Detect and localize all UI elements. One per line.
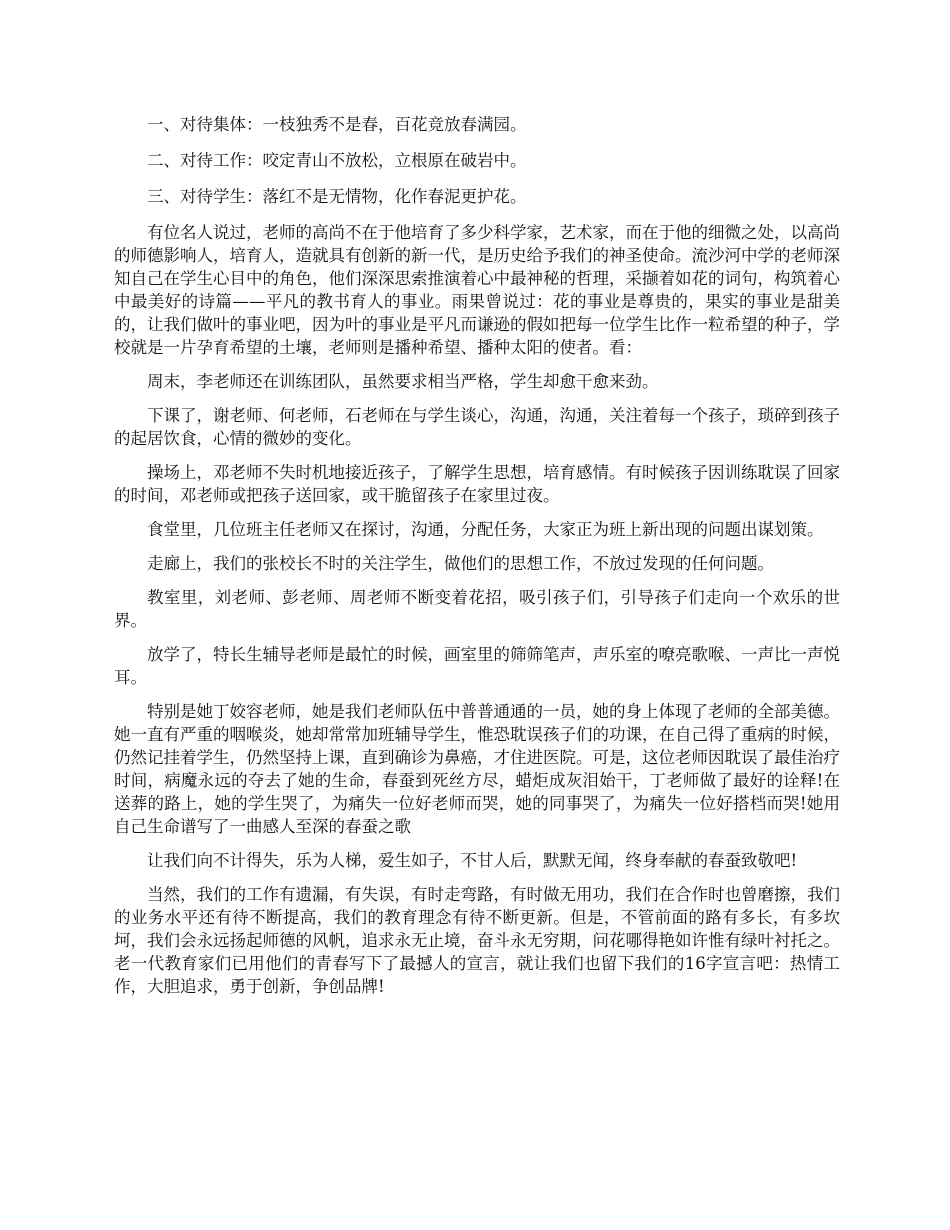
paragraph-after-class: 下课了，谢老师、何老师，石老师在与学生谈心，沟通，沟通，关注着每一个孩子，琐碎到孩子的起居饮食，心情的微妙的变化。 bbox=[114, 406, 840, 448]
paragraph-playground: 操场上，邓老师不失时机地接近孩子，了解学生思想，培育感情。有时候孩子因训练耽误了回家的时间，邓老师或把孩子送回家，或干脆留孩子在家里过夜。 bbox=[114, 463, 840, 505]
paragraph-after-school: 放学了，特长生辅导老师是最忙的时候，画室里的筛筛笔声，声乐室的嘹亮歌喉、一声比一声悦耳。 bbox=[114, 645, 840, 687]
paragraph-corridor: 走廊上，我们的张校长不时的关注学生，做他们的思想工作，不放过发现的任何问题。 bbox=[147, 554, 774, 573]
paragraph-intro: 有位名人说过，老师的高尚不在于他培育了多少科学家，艺术家，而在于他的细微之处，以高尚的师德影响人，培育人，造就具有创新的新一代，是历史给予我们的神圣使命。流沙河中学的老师深知自己在学生心目中的角色，他们深深思索推演着心中最神秘的哲理，采撷着如花的词句，构筑着心中最美好的诗篇——平凡的教书育人的事业。雨果曾说过：花的事业是尊贵的，果实的事业是甜美的，让我们做叶的事业吧，因为叶的事业是平凡而谦逊的假如把每一位学生比作一粒希望的种子，学校就是一片孕育希望的土壤，老师则是播种希望、播种太阳的使者。看： bbox=[114, 223, 840, 357]
principle-students: 三、对待学生：落红不是无情物，化作春泥更护花。 bbox=[147, 187, 527, 206]
paragraph-canteen: 食堂里，几位班主任老师又在探讨，沟通，分配任务，大家正为班上新出现的问题出谋划策。 bbox=[147, 520, 824, 539]
principle-collective: 一、对待集体：一枝独秀不是春，百花竞放春满园。 bbox=[147, 115, 527, 134]
principle-work: 二、对待工作：咬定青山不放松，立根原在破岩中。 bbox=[147, 151, 527, 170]
document-body bbox=[114, 113, 840, 1009]
paragraph-tribute: 让我们向不计得失，乐为人梯，爱生如子，不甘人后，默默无闻，终身奉献的春蚕致敬吧! bbox=[147, 851, 798, 870]
paragraph-weekend: 周末，李老师还在训练团队，虽然要求相当严格，学生却愈干愈来劲。 bbox=[147, 372, 659, 391]
paragraph-classroom: 教室里，刘老师、彭老师、周老师不断变着花招，吸引孩子们，引导孩子们走向一个欢乐的世界。 bbox=[114, 588, 840, 630]
paragraph-conclusion: 当然，我们的工作有遗漏，有失误，有时走弯路，有时做无用功，我们在合作时也曾磨擦，我们的业务水平还有待不断提高，我们的教育理念有待不断更新。但是，不管前面的路有多长，有多坎坷，我们会永远扬起师德的风帆，追求永无止境，奋斗永无穷期，问花哪得艳如许惟有绿叶衬托之。老一代教育家们已用他们的青春写下了最撼人的宣言，就让我们也留下我们的16字宣言吧：热情工作，大胆追求，勇于创新，争创品牌! bbox=[114, 885, 840, 996]
paragraph-teacher-ding: 特别是她丁姣容老师，她是我们老师队伍中普普通通的一员，她的身上体现了老师的全部美德。她一直有严重的咽喉炎，她却常常加班辅导学生，惟恐耽误孩子们的功课，在自己得了重病的时候，仍然记挂着学生，仍然坚持上课，直到确诊为鼻癌，才住进医院。可是，这位老师因耽误了最佳治疗时间，病魔永远的夺去了她的生命，春蚕到死丝方尽，蜡炬成灰泪始干，丁老师做了最好的诠释!在送葬的路上，她的学生哭了，为痛失一位好老师而哭，她的同事哭了，为痛失一位好搭档而哭!她用自己生命谱写了一曲感人至深的春蚕之歌 bbox=[114, 702, 840, 836]
